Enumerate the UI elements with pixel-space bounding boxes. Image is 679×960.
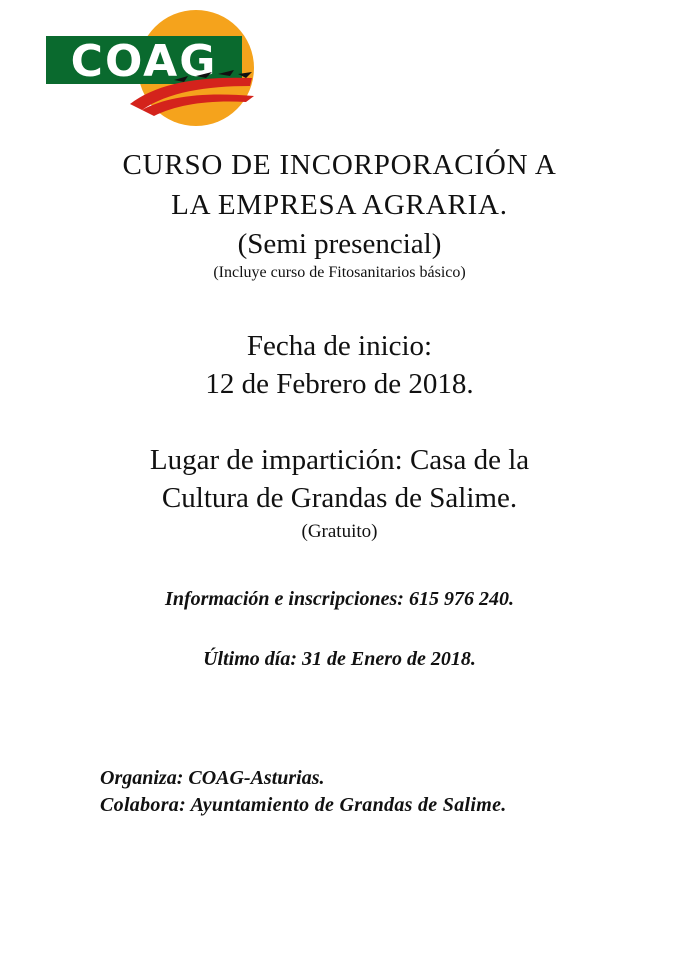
start-label: Fecha de inicio:: [246, 330, 433, 362]
organiza-line: Organiza: COAG-Asturias.: [100, 767, 325, 789]
course-note: (Incluye curso de Fitosanitarios básico): [213, 264, 466, 281]
colabora-line: Colabora: Ayuntamiento de Grandas de Salime.: [100, 794, 507, 816]
logo-text: COAG: [70, 36, 218, 87]
place-line-1: Lugar de impartición: Casa de la: [149, 444, 530, 476]
course-mode: (Semi presencial): [237, 228, 442, 260]
start-date: 12 de Febrero de 2018.: [205, 368, 474, 400]
info-line: Información e inscripciones: 615 976 240.: [165, 588, 514, 610]
title-line-1: CURSO DE INCORPORACIÓN A: [122, 149, 557, 181]
price-note: (Gratuito): [301, 521, 378, 542]
deadline-line: Último día: 31 de Enero de 2018.: [203, 648, 476, 670]
title-line-2: LA EMPRESA AGRARIA.: [171, 189, 508, 221]
coag-logo: [46, 6, 266, 130]
place-line-2: Cultura de Grandas de Salime.: [161, 482, 518, 514]
coag-logo-graphic: [46, 6, 266, 130]
